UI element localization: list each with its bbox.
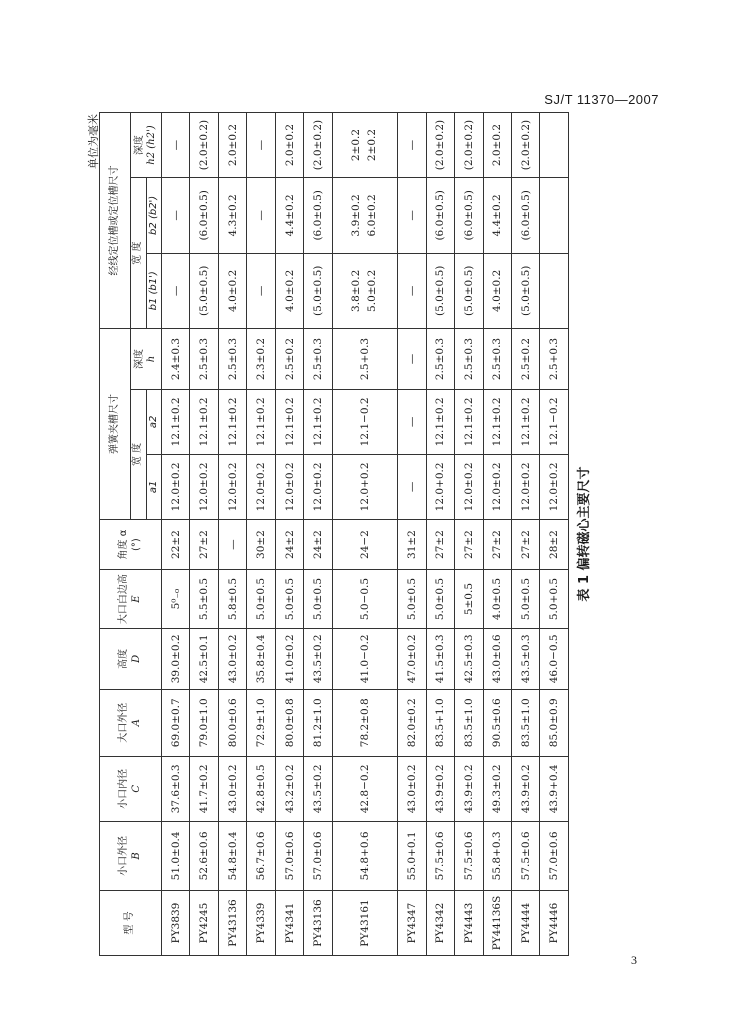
cell-d: 41.0−0.2 — [332, 628, 397, 689]
cell-h2: 2.0±0.2 — [483, 113, 511, 178]
cell-h: 2.3±0.2 — [247, 329, 275, 390]
cell-b1: 4.0±0.2 — [218, 253, 246, 328]
cell-b1: — — [247, 253, 275, 328]
cell-e: 5.0±0.5 — [398, 570, 426, 629]
cell-a: 80.0±0.8 — [275, 689, 303, 756]
cell-d: 35.8±0.4 — [247, 628, 275, 689]
cell-e: 5.0−0.5 — [332, 570, 397, 629]
cell-h2: (2.0±0.2) — [426, 113, 454, 178]
cell-angle: 28±2 — [540, 519, 569, 569]
cell-e: 5.0±0.5 — [511, 570, 539, 629]
cell-b: 51.0±0.4 — [162, 821, 190, 890]
cell-c: 43.5±0.2 — [304, 756, 332, 821]
cell-h: 2.5±0.2 — [511, 329, 539, 390]
cell-b: 57.0±0.6 — [540, 821, 569, 890]
standard-number: SJ/T 11370—2007 — [544, 92, 659, 107]
table-row — [426, 113, 454, 956]
table-row — [332, 113, 397, 956]
cell-a: 83.5±1.0 — [455, 689, 483, 756]
cell-h: 2.5±0.2 — [275, 329, 303, 390]
table-row — [218, 113, 246, 956]
cell-c: 42.8±0.5 — [247, 756, 275, 821]
cell-angle: 27±2 — [190, 519, 218, 569]
cell-e: 5.0±0.5 — [275, 570, 303, 629]
cell-d: 42.5±0.3 — [455, 628, 483, 689]
cell-e: 5.0±0.5 — [247, 570, 275, 629]
cell-c: 49.3±0.2 — [483, 756, 511, 821]
cell-d: 41.5±0.3 — [426, 628, 454, 689]
cell-b1: (5.0±0.5) — [190, 253, 218, 328]
cell-d: 42.5±0.1 — [190, 628, 218, 689]
cell-a2: 12.1±0.2 — [455, 389, 483, 454]
cell-h: — — [398, 329, 426, 390]
cell-c: 43.2±0.2 — [275, 756, 303, 821]
cell-h2: 2.0±0.2 — [218, 113, 246, 178]
cell-angle: 31±2 — [398, 519, 426, 569]
cell-a: 82.0±0.2 — [398, 689, 426, 756]
cell-b: 57.5±0.6 — [511, 821, 539, 890]
header-model: 型 号 — [100, 891, 162, 956]
cell-a1: 12.0±0.2 — [304, 454, 332, 519]
cell-b1: (5.0±0.5) — [304, 253, 332, 328]
cell-a2: 12.1±0.2 — [190, 389, 218, 454]
cell-a: 83.5±1.0 — [511, 689, 539, 756]
cell-b2 — [540, 178, 569, 253]
cell-b2: 3.9±0.2 6.0±0.2 — [332, 178, 397, 253]
cell-a2: 12.1±0.2 — [426, 389, 454, 454]
cell-e: 5.0±0.5 — [304, 570, 332, 629]
cell-a1: 12.0±0.2 — [455, 454, 483, 519]
cell-b2: (6.0±0.5) — [304, 178, 332, 253]
cell-h: 2.5+0.3 — [540, 329, 569, 390]
cell-a1: 12.0±0.2 — [511, 454, 539, 519]
header-position-depth: 深度 h2 (h2') — [131, 113, 162, 178]
cell-a2: 12.1±0.2 — [162, 389, 190, 454]
page-number: 3 — [631, 953, 637, 967]
table-row — [511, 113, 539, 956]
cell-d: 47.0±0.2 — [398, 628, 426, 689]
cell-h2: 2.0±0.2 — [275, 113, 303, 178]
cell-model: PY4446 — [540, 891, 569, 956]
cell-a1: 12.0±0.2 — [218, 454, 246, 519]
cell-h2: 2±0.2 2±0.2 — [332, 113, 397, 178]
header-b1: b1 (b1') — [146, 253, 162, 328]
cell-b2: — — [247, 178, 275, 253]
table-row — [247, 113, 275, 956]
cell-b2: 4.4±0.2 — [483, 178, 511, 253]
cell-a1: 12.0+0.2 — [426, 454, 454, 519]
cell-a1: 12.0±0.2 — [540, 454, 569, 519]
cell-angle: 27±2 — [483, 519, 511, 569]
header-spring-depth: 深度 h — [131, 329, 162, 390]
cell-d: 43.0±0.6 — [483, 628, 511, 689]
cell-a1: — — [398, 454, 426, 519]
cell-h: 2.5±0.3 — [455, 329, 483, 390]
cell-e: 5±0.5 — [455, 570, 483, 629]
cell-e: 5.0+0.5 — [540, 570, 569, 629]
table-row — [162, 113, 190, 956]
header-height: 高度 D — [100, 628, 162, 689]
cell-b1: — — [162, 253, 190, 328]
table-row — [483, 113, 511, 956]
cell-b2: (6.0±0.5) — [426, 178, 454, 253]
cell-model: PY43161 — [332, 891, 397, 956]
header-big-edge: 大口白边高 E — [100, 570, 162, 629]
header-angle: 角度 α (°) — [100, 519, 162, 569]
cell-b: 57.0±0.6 — [275, 821, 303, 890]
cell-e: 4.0±0.5 — [483, 570, 511, 629]
cell-h2: — — [162, 113, 190, 178]
rotated-table-frame — [85, 112, 610, 956]
cell-d: 43.0±0.2 — [218, 628, 246, 689]
cell-model: PY4342 — [426, 891, 454, 956]
cell-h2: (2.0±0.2) — [511, 113, 539, 178]
cell-c: 43.9±0.2 — [426, 756, 454, 821]
cell-h: 2.5±0.3 — [218, 329, 246, 390]
cell-e: 5.8±0.5 — [218, 570, 246, 629]
cell-h: 2.5±0.3 — [483, 329, 511, 390]
cell-a1: 12.0+0.2 — [332, 454, 397, 519]
cell-a: 81.2±1.0 — [304, 689, 332, 756]
cell-h: 2.5+0.3 — [332, 329, 397, 390]
cell-d: 39.0±0.2 — [162, 628, 190, 689]
cell-b: 57.0±0.6 — [304, 821, 332, 890]
cell-b2: — — [162, 178, 190, 253]
header-spring-group: 弹簧夹槽尺寸 — [100, 329, 131, 520]
cell-c: 37.6±0.3 — [162, 756, 190, 821]
cell-model: PY3839 — [162, 891, 190, 956]
cell-b1: 4.0±0.2 — [275, 253, 303, 328]
table-row — [190, 113, 218, 956]
cell-d: 46.0−0.5 — [540, 628, 569, 689]
cell-h2: (2.0±0.2) — [304, 113, 332, 178]
cell-b: 56.7±0.6 — [247, 821, 275, 890]
cell-a2: 12.1±0.2 — [304, 389, 332, 454]
cell-d: 43.5±0.2 — [304, 628, 332, 689]
cell-b1 — [540, 253, 569, 328]
table-row — [455, 113, 483, 956]
cell-e: 5.5±0.5 — [190, 570, 218, 629]
cell-model: PY4443 — [455, 891, 483, 956]
header-small-outer: 小口外径 B — [100, 821, 162, 890]
cell-a2: 12.1±0.2 — [511, 389, 539, 454]
cell-c: 43.9+0.4 — [540, 756, 569, 821]
cell-angle: 30±2 — [247, 519, 275, 569]
cell-b: 52.6±0.6 — [190, 821, 218, 890]
cell-a1: 12.0±0.2 — [162, 454, 190, 519]
cell-b2: — — [398, 178, 426, 253]
cell-model: PY4347 — [398, 891, 426, 956]
cell-b1: 3.8±0.2 5.0±0.2 — [332, 253, 397, 328]
cell-a: 69.0±0.7 — [162, 689, 190, 756]
cell-model: PY4341 — [275, 891, 303, 956]
cell-a2: 12.1−0.2 — [540, 389, 569, 454]
cell-h: 2.5±0.3 — [304, 329, 332, 390]
cell-a: 83.5+1.0 — [426, 689, 454, 756]
cell-a1: 12.0±0.2 — [190, 454, 218, 519]
header-a1: a1 — [146, 454, 162, 519]
cell-c: 43.0±0.2 — [218, 756, 246, 821]
cell-c: 42.8−0.2 — [332, 756, 397, 821]
cell-b1: — — [398, 253, 426, 328]
cell-h: 2.5±0.3 — [426, 329, 454, 390]
cell-a2: — — [398, 389, 426, 454]
cell-e: 5.0±0.5 — [426, 570, 454, 629]
cell-b1: 4.0±0.2 — [483, 253, 511, 328]
cell-a2: 12.1±0.2 — [247, 389, 275, 454]
cell-c: 43.9±0.2 — [455, 756, 483, 821]
table-body — [162, 113, 569, 956]
cell-c: 43.0±0.2 — [398, 756, 426, 821]
cell-d: 41.0±0.2 — [275, 628, 303, 689]
cell-c: 41.7±0.2 — [190, 756, 218, 821]
cell-angle: 27±2 — [455, 519, 483, 569]
cell-d: 43.5±0.3 — [511, 628, 539, 689]
cell-a: 72.9±1.0 — [247, 689, 275, 756]
cell-h2: (2.0±0.2) — [190, 113, 218, 178]
cell-angle: 24−2 — [332, 519, 397, 569]
unit-note: 单位为毫米 — [87, 114, 100, 169]
cell-a2: 12.1±0.2 — [483, 389, 511, 454]
header-b2: b2 (b2') — [146, 178, 162, 253]
cell-a2: 12.1±0.2 — [218, 389, 246, 454]
cell-a1: 12.0±0.2 — [247, 454, 275, 519]
cell-h2: — — [247, 113, 275, 178]
cell-b2: (6.0±0.5) — [455, 178, 483, 253]
cell-angle: 22±2 — [162, 519, 190, 569]
cell-a: 80.0±0.6 — [218, 689, 246, 756]
cell-b: 55.0+0.1 — [398, 821, 426, 890]
cell-angle: 27±2 — [511, 519, 539, 569]
header-position-width: 宽 度 — [131, 178, 147, 329]
cell-model: PY44136S — [483, 891, 511, 956]
table-region — [85, 112, 610, 956]
cell-b: 54.8+0.6 — [332, 821, 397, 890]
cell-angle: — — [218, 519, 246, 569]
cell-h2: (2.0±0.2) — [455, 113, 483, 178]
dimension-table — [99, 112, 569, 956]
cell-b1: (5.0±0.5) — [426, 253, 454, 328]
cell-a: 85.0±0.9 — [540, 689, 569, 756]
cell-b: 57.5±0.6 — [426, 821, 454, 890]
cell-b2: 4.3±0.2 — [218, 178, 246, 253]
table-caption: 表 1 偏转磁心主要尺寸 — [577, 466, 592, 602]
cell-b: 55.8+0.3 — [483, 821, 511, 890]
cell-b2: (6.0±0.5) — [511, 178, 539, 253]
cell-model: PY4245 — [190, 891, 218, 956]
cell-model: PY4444 — [511, 891, 539, 956]
table-row — [398, 113, 426, 956]
cell-model: PY43136 — [218, 891, 246, 956]
cell-a1: 12.0±0.2 — [483, 454, 511, 519]
cell-a2: 12.1−0.2 — [332, 389, 397, 454]
cell-b2: 4.4±0.2 — [275, 178, 303, 253]
cell-h: 2.4±0.3 — [162, 329, 190, 390]
cell-e: 5⁰₋₀ — [162, 570, 190, 629]
cell-a2: 12.1±0.2 — [275, 389, 303, 454]
table-row — [540, 113, 569, 956]
cell-b: 54.8±0.4 — [218, 821, 246, 890]
cell-angle: 24±2 — [304, 519, 332, 569]
header-a2: a2 — [146, 389, 162, 454]
cell-b1: (5.0±0.5) — [455, 253, 483, 328]
cell-b1: (5.0±0.5) — [511, 253, 539, 328]
cell-h2: — — [398, 113, 426, 178]
cell-angle: 24±2 — [275, 519, 303, 569]
cell-h: 2.5±0.3 — [190, 329, 218, 390]
cell-h2 — [540, 113, 569, 178]
cell-a1: 12.0±0.2 — [275, 454, 303, 519]
table-row — [304, 113, 332, 956]
cell-a: 90.5±0.6 — [483, 689, 511, 756]
cell-b: 57.5±0.6 — [455, 821, 483, 890]
cell-a: 78.2±0.8 — [332, 689, 397, 756]
header-big-outer: 大口外径 A — [100, 689, 162, 756]
cell-b2: (6.0±0.5) — [190, 178, 218, 253]
cell-model: PY43136 — [304, 891, 332, 956]
header-small-inner: 小口内径 C — [100, 756, 162, 821]
cell-a: 79.0±1.0 — [190, 689, 218, 756]
cell-model: PY4339 — [247, 891, 275, 956]
cell-angle: 27±2 — [426, 519, 454, 569]
header-position-group: 经线定位槽或定位槽尺寸 — [100, 113, 131, 329]
table-row — [275, 113, 303, 956]
cell-c: 43.9±0.2 — [511, 756, 539, 821]
header-spring-width: 宽 度 — [131, 389, 147, 519]
